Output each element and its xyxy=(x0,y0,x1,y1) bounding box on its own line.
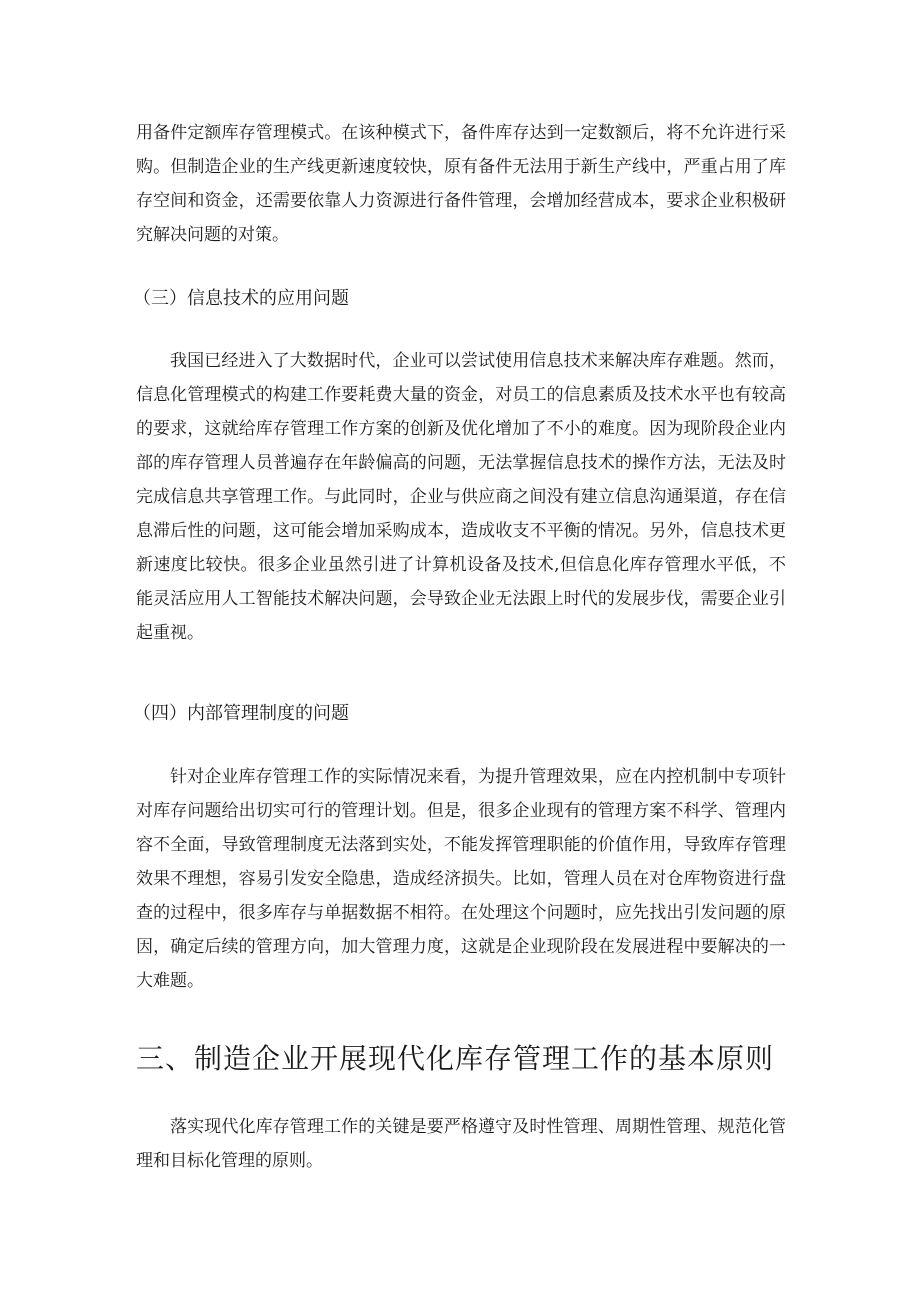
paragraph-info-technology: 我国已经进入了大数据时代，企业可以尝试使用信息技术来解决库存难题。然而，信息化管理模式的构建工作要耗费大量的资金，对员工的信息素质及技术水平也有较高的要求，这就给库存管理工作方案的创新及优化增加了不小的难度。因为现阶段企业内部的库存管理人员普遍存在年龄偏高的问题，无法掌握信息技术的操作方法，无法及时完成信息共享管理工作。与此同时，企业与供应商之间没有建立信息沟通渠道，存在信息滞后性的问题，这可能会增加采购成本，造成收支不平衡的情况。另外，信息技术更新速度比较快。很多企业虽然引进了计算机设备及技术,但信息化库存管理水平低，不能灵活应用人工智能技术解决问题，会导致企业无法跟上时代的发展步伐，需要企业引起重视。 xyxy=(136,351,786,643)
paragraph-internal-management: 针对企业库存管理工作的实际情况来看，为提升管理效果，应在内控机制中专项针对库存问题给出切实可行的管理计划。但是，很多企业现有的管理方案不科学、管理内容不全面，导致管理制度无法落到实处，不能发挥管理职能的价值作用，导致库存管理效果不理想，容易引发安全隐患，造成经济损失。比如，管理人员在对仓库物资进行盘查的过程中，很多库存与单据数据不相符。在处理这个问题时，应先找出引发问题的原因，确定后续的管理方向，加大管理力度，这就是企业现阶段在发展进程中要解决的一大难题。 xyxy=(136,767,786,991)
paragraph-spare-parts-quota: 用备件定额库存管理模式。在该种模式下，备件库存达到一定数额后，将不允许进行采购。但制造企业的生产线更新速度较快，原有备件无法用于新生产线中，严重占用了库存空间和资金，还需要依靠人力资源进行备件管理，会增加经营成本，要求企业积极研究解决问题的对策。 xyxy=(136,123,786,245)
section-heading-basic-principles: 三、制造企业开展现代化库存管理工作的基本原则 xyxy=(136,1042,775,1075)
subheading-info-technology: （三）信息技术的应用问题 xyxy=(133,288,349,309)
subheading-internal-management: （四）内部管理制度的问题 xyxy=(133,703,349,724)
paragraph-basic-principles: 落实现代化库存管理工作的关键是要严格遵守及时性管理、周期性管理、规范化管理和目标化管理的原则。 xyxy=(136,1117,786,1171)
